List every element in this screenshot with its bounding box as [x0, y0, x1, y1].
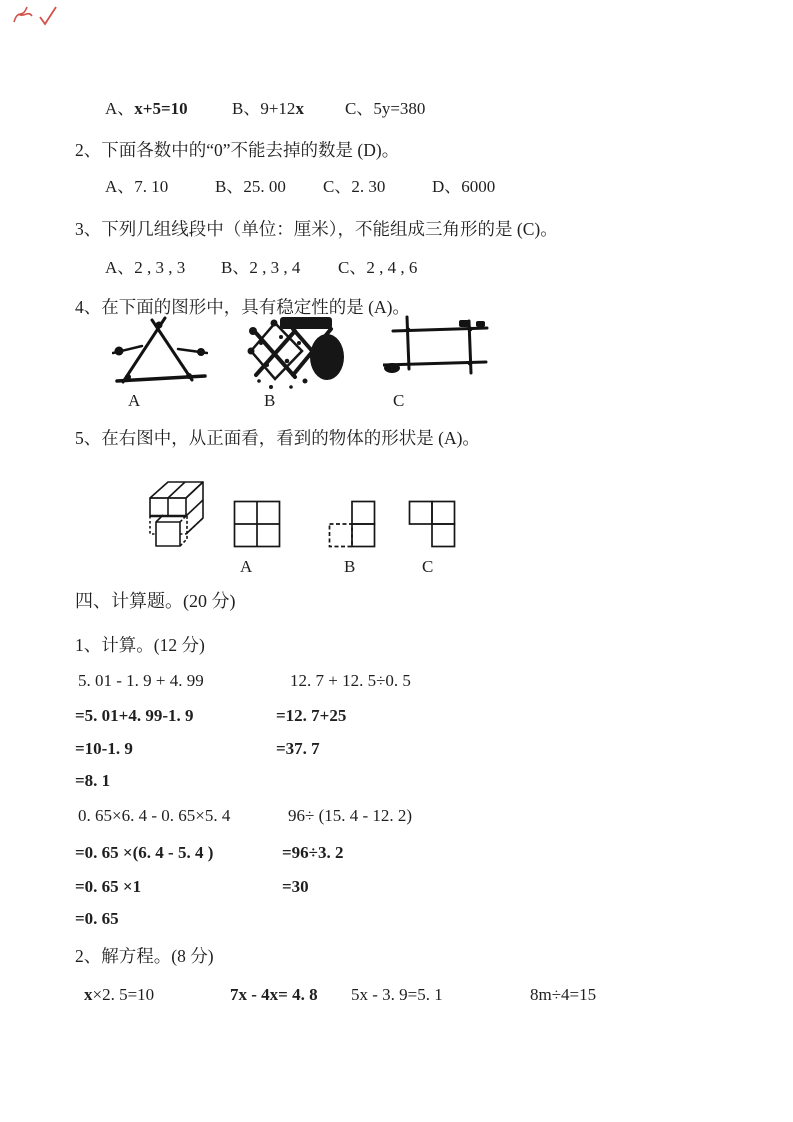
q3-option-a: A、2 , 3 , 3	[105, 258, 186, 277]
q1-option-b-label: B、	[232, 99, 261, 118]
q1-option-c	[345, 99, 425, 119]
crossed-parallelogram-figure	[247, 317, 346, 393]
calc1-left-step-3: =8. 1	[75, 771, 111, 790]
solve-eq1	[84, 985, 154, 1005]
calc1-right-step-2: =37. 7	[276, 739, 320, 758]
calc2-right-step-2: =30	[282, 877, 309, 896]
q2-option-d: D、6000	[432, 177, 496, 196]
q4-figure-label-b: B	[264, 391, 276, 410]
calc2-left-expr: 0. 65×6. 4 - 0. 65×5. 4	[78, 806, 231, 825]
q3-option-b: B、2 , 3 , 4	[221, 258, 301, 277]
q2-question: 2、下面各数中的“0”不能去掉的数是 (D)。	[75, 140, 400, 160]
calc-subheading: 1、计算。(12 分)	[75, 635, 205, 655]
q2-option-b: B、25. 00	[215, 177, 286, 196]
calc1-left-step-2: =10-1. 9	[75, 739, 133, 758]
red-grading-mark-icon	[10, 2, 62, 30]
q1-option-a	[105, 99, 188, 119]
calc1-left-step-1: =5. 01+4. 99-1. 9	[75, 706, 194, 725]
calc2-right-expr: 96÷ (15. 4 - 12. 2)	[288, 806, 413, 825]
calc2-left-step-3: =0. 65	[75, 909, 119, 928]
solve-eq4: 8m÷4=15	[530, 985, 597, 1004]
calc1-right-expr: 12. 7 + 12. 5÷0. 5	[290, 671, 411, 690]
q5-figure-label-b: B	[344, 557, 356, 576]
q1-option-b-value-bold: x	[295, 99, 304, 118]
calc1-right-step-1: =12. 7+25	[276, 706, 347, 725]
q1-option-c-label: C、	[345, 99, 374, 118]
q4-question: 4、在下面的图形中，具有稳定性的是 (A)。	[75, 297, 410, 317]
solve-eq1-rest: ×2. 5=10	[92, 985, 155, 1004]
q1-option-b	[232, 99, 304, 119]
stick-rectangle-figure	[383, 315, 489, 377]
q1-option-a-value: x+5=10	[134, 99, 188, 118]
q4-figure-label-c: C	[393, 391, 405, 410]
solve-subheading: 2、解方程。(8 分)	[75, 946, 214, 966]
view-grid-a-figure	[233, 500, 281, 548]
view-grid-b-figure	[328, 500, 376, 548]
q3-question: 3、下列几组线段中（单位：厘米），不能组成三角形的是 (C)。	[75, 219, 558, 239]
calc1-left-expr: 5. 01 - 1. 9 + 4. 99	[78, 671, 204, 690]
solve-eq1-bold: x	[84, 985, 93, 1004]
view-grid-c-figure	[408, 500, 456, 548]
q2-option-c: C、2. 30	[323, 177, 386, 196]
q5-figure-label-a: A	[240, 557, 253, 576]
q5-figure-label-c: C	[422, 557, 434, 576]
calc2-left-step-2: =0. 65 ×1	[75, 877, 142, 896]
cube-stack-figure	[144, 474, 206, 554]
section-calc-heading: 四、计算题。(20 分)	[75, 591, 236, 611]
q1-option-c-value: 5y=380	[373, 99, 426, 118]
q4-figure-label-a: A	[128, 391, 141, 410]
q5-question: 5、在右图中，从正面看，看到的物体的形状是 (A)。	[75, 428, 480, 448]
q3-option-c: C、2 , 4 , 6	[338, 258, 418, 277]
calc2-right-step-1: =96÷3. 2	[282, 843, 344, 862]
solve-eq3: 5x - 3. 9=5. 1	[351, 985, 443, 1004]
q1-option-a-label: A、	[105, 99, 135, 118]
stick-triangle-figure	[112, 316, 208, 390]
q2-option-a: A、7. 10	[105, 177, 169, 196]
q1-option-b-value: 9+12	[260, 99, 296, 118]
calc2-left-step-1: =0. 65 ×(6. 4 - 5. 4 )	[75, 843, 214, 862]
solve-eq2: 7x - 4x= 4. 8	[230, 985, 318, 1004]
